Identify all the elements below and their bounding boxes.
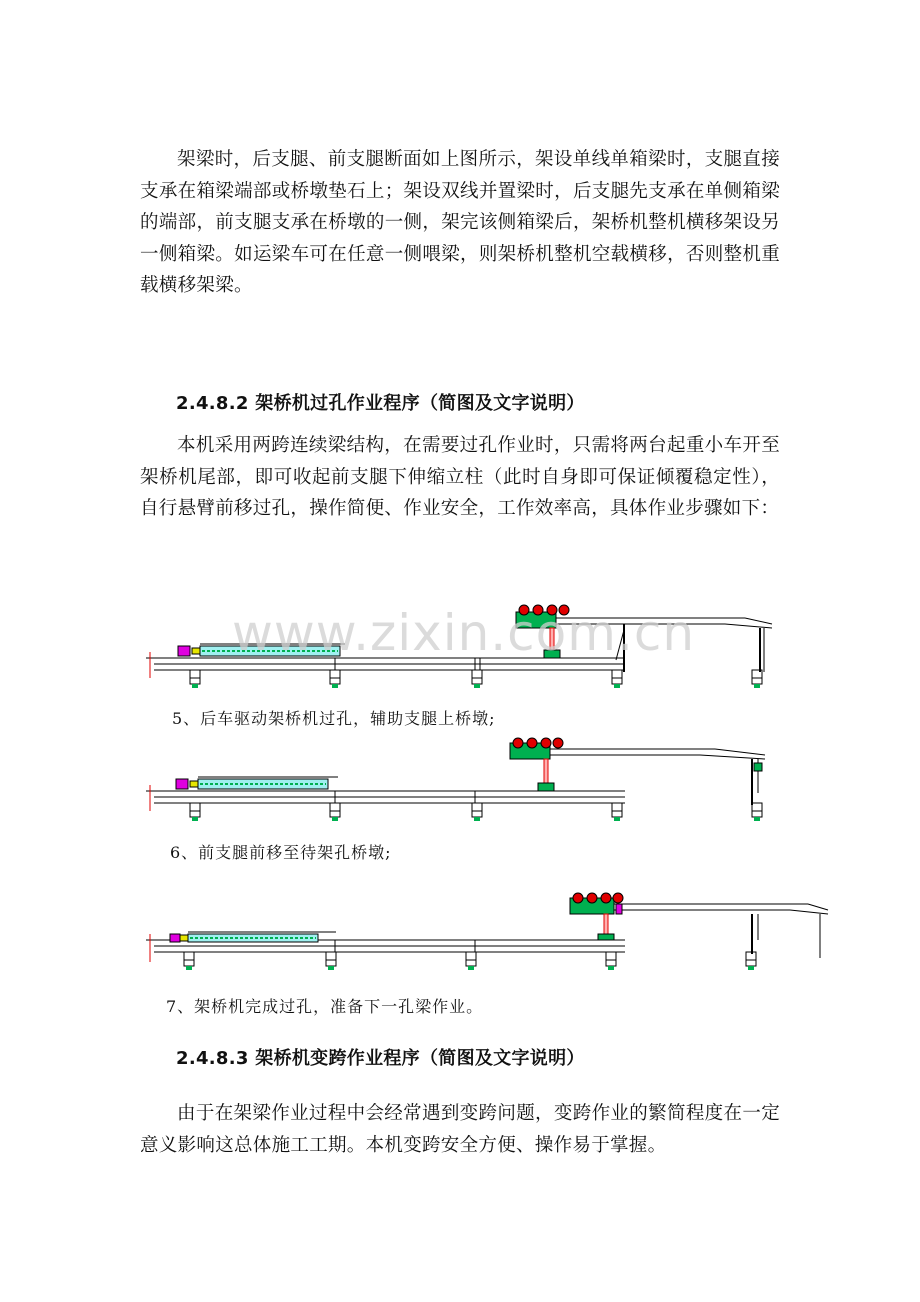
section-2-4-8-3-paragraph: 由于在架梁作业过程中会经常遇到变跨问题，变跨作业的繁简程度在一定意义影响这总体施工工期。本机变跨安全方便、操作易于掌握。 <box>140 1103 780 1156</box>
watermark-text: www.zixin.com.cn <box>232 604 696 662</box>
section-heading-2-4-8-2: 2.4.8.2 架桥机过孔作业程序（简图及文字说明） <box>176 393 585 414</box>
caption-step-5: 5、后车驱动架桥机过孔，辅助支腿上桥墩; <box>172 709 496 728</box>
section-2-4-8-2-paragraph: 本机采用两跨连续梁结构，在需要过孔作业时，只需将两台起重小车开至架桥机尾部，即可收起前支腿下伸缩立柱（此时自身即可保证倾覆稳定性），自行悬臂前移过孔，操作简便、作业安全，工作效率高，具体作业步骤如下： <box>140 435 780 519</box>
caption-step-7: 7、架桥机完成过孔，准备下一孔梁作业。 <box>166 997 484 1016</box>
caption-step-6: 6、前支腿前移至待架孔桥墩; <box>170 843 392 862</box>
intro-paragraph: 架梁时，后支腿、前支腿断面如上图所示，架设单线单箱梁时，支腿直接支承在箱梁端部或桥墩垫石上；架设双线并置梁时，后支腿先支承在单侧箱梁的端部，前支腿支承在桥墩的一侧，架完该侧箱梁后，架桥机整机横移架设另一侧箱梁。如运梁车可在任意一侧喂梁，则架桥机整机空载横移，否则整机重载横移架梁。 <box>140 149 780 296</box>
section-heading-2-4-8-3: 2.4.8.3 架桥机变跨作业程序（简图及文字说明） <box>176 1048 585 1069</box>
diagram-step-6 <box>140 737 780 832</box>
diagram-step-7 <box>140 890 840 980</box>
